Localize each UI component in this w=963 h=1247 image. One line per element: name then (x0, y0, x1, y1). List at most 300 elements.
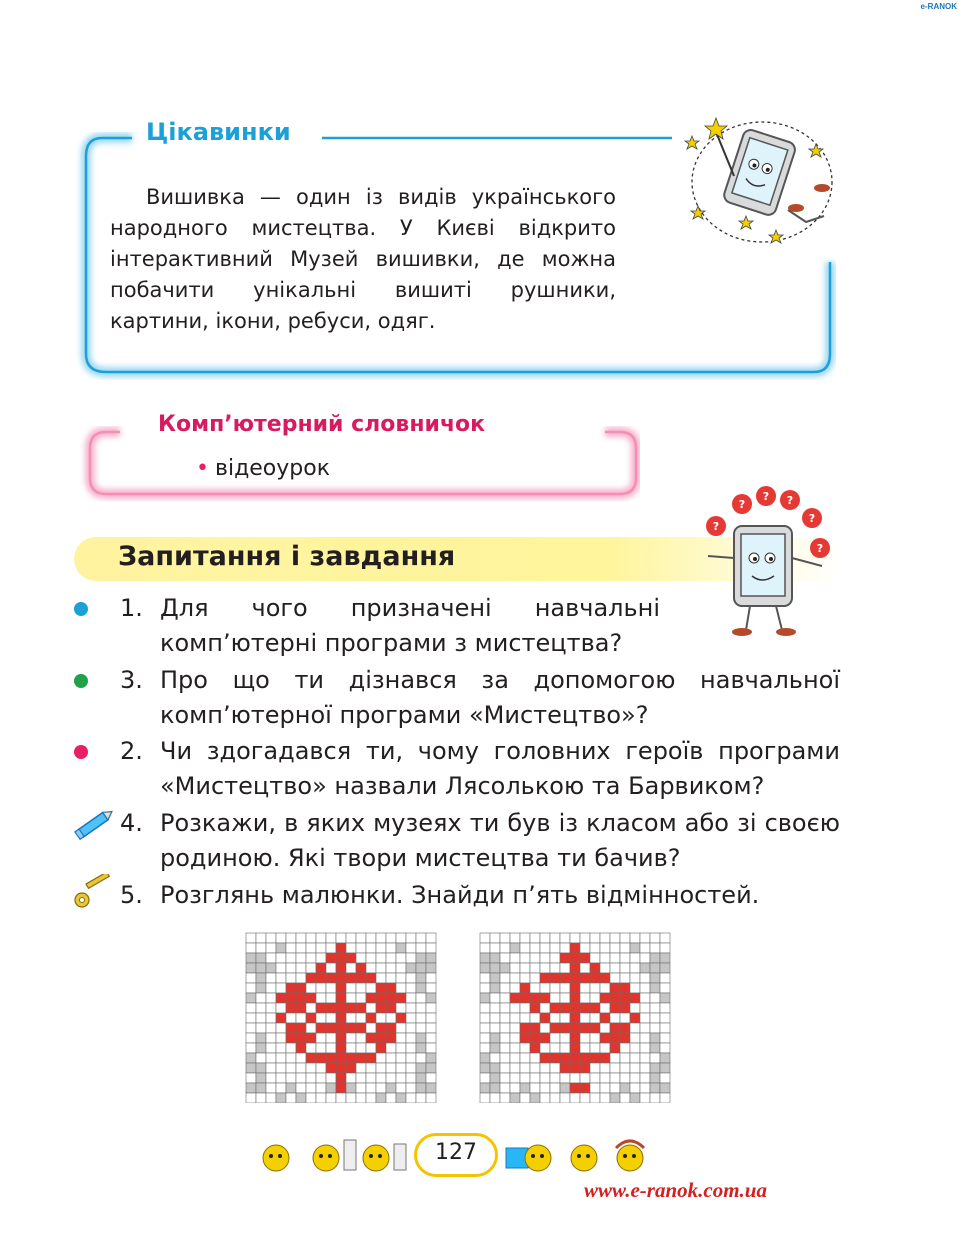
empty-cell (630, 1003, 640, 1013)
red-stitch (336, 953, 346, 963)
empty-cell (600, 983, 610, 993)
empty-cell (630, 1023, 640, 1033)
empty-cell (346, 943, 356, 953)
empty-cell (296, 1073, 306, 1083)
pencil-icon (72, 806, 118, 842)
empty-cell (480, 1003, 490, 1013)
empty-cell (276, 983, 286, 993)
empty-cell (640, 1023, 650, 1033)
red-stitch (570, 1043, 580, 1053)
red-stitch (316, 963, 326, 973)
red-stitch (276, 1013, 286, 1023)
empty-cell (296, 973, 306, 983)
gray-stitch (480, 963, 490, 973)
red-stitch (336, 1083, 346, 1093)
red-stitch (306, 1053, 316, 1063)
red-stitch (570, 973, 580, 983)
red-stitch (560, 973, 570, 983)
red-stitch (296, 1003, 306, 1013)
red-stitch (570, 993, 580, 1003)
empty-cell (386, 933, 396, 943)
gray-stitch (346, 1083, 356, 1093)
gray-stitch (416, 973, 426, 983)
red-stitch (336, 963, 346, 973)
gray-stitch (416, 1043, 426, 1053)
empty-cell (356, 993, 366, 1003)
empty-cell (630, 1063, 640, 1073)
empty-cell (286, 1013, 296, 1023)
empty-cell (510, 973, 520, 983)
empty-cell (550, 1073, 560, 1083)
red-stitch (316, 1003, 326, 1013)
red-stitch (580, 1083, 590, 1093)
gray-stitch (426, 1053, 436, 1063)
red-stitch (356, 973, 366, 983)
red-stitch (366, 993, 376, 1003)
empty-cell (610, 973, 620, 983)
empty-cell (520, 1003, 530, 1013)
empty-cell (306, 1003, 316, 1013)
empty-cell (610, 1073, 620, 1083)
red-stitch (570, 1023, 580, 1033)
empty-cell (306, 1073, 316, 1083)
empty-cell (326, 1073, 336, 1083)
empty-cell (366, 1083, 376, 1093)
empty-cell (530, 1083, 540, 1093)
dictionary-frame (80, 426, 640, 502)
gray-stitch (256, 983, 266, 993)
red-stitch (316, 1053, 326, 1063)
red-stitch (366, 1013, 376, 1023)
red-stitch (296, 993, 306, 1003)
empty-cell (540, 953, 550, 963)
red-stitch (296, 1043, 306, 1053)
task-4 (120, 806, 840, 876)
svg-text:?: ? (786, 494, 794, 507)
empty-cell (266, 993, 276, 1003)
pink-dot-icon (74, 745, 88, 759)
empty-cell (306, 963, 316, 973)
red-stitch (286, 1023, 296, 1033)
empty-cell (520, 1013, 530, 1023)
gray-stitch (480, 993, 490, 1003)
empty-cell (396, 1033, 406, 1043)
empty-cell (246, 973, 256, 983)
empty-cell (276, 1073, 286, 1083)
svg-text:?: ? (816, 542, 824, 555)
red-stitch (590, 1003, 600, 1013)
empty-cell (490, 993, 500, 1003)
task-1 (120, 591, 660, 661)
empty-cell (620, 1013, 630, 1023)
empty-cell (386, 1043, 396, 1053)
empty-cell (530, 1063, 540, 1073)
empty-cell (406, 1053, 416, 1063)
task-text: Для чого призначені навчальні комп’ютерні програми з мистецтва? (160, 594, 660, 657)
red-stitch (590, 963, 600, 973)
empty-cell (490, 1013, 500, 1023)
empty-cell (650, 1053, 660, 1063)
tablet-juggler-illustration (690, 486, 840, 638)
empty-cell (366, 1063, 376, 1073)
empty-cell (276, 1023, 286, 1033)
empty-cell (650, 993, 660, 1003)
empty-cell (246, 933, 256, 943)
empty-cell (610, 933, 620, 943)
empty-cell (520, 933, 530, 943)
empty-cell (520, 1073, 530, 1083)
red-stitch (580, 1003, 590, 1013)
red-stitch (520, 1023, 530, 1033)
gray-stitch (530, 1093, 540, 1103)
empty-cell (490, 1023, 500, 1033)
red-stitch (376, 1033, 386, 1043)
empty-cell (396, 1063, 406, 1073)
empty-cell (426, 1093, 436, 1103)
red-stitch (306, 1013, 316, 1023)
gray-stitch (286, 1083, 296, 1093)
empty-cell (366, 983, 376, 993)
empty-cell (346, 1033, 356, 1043)
empty-cell (416, 1003, 426, 1013)
empty-cell (316, 953, 326, 963)
gray-stitch (510, 1093, 520, 1103)
red-stitch (286, 983, 296, 993)
empty-cell (426, 943, 436, 953)
empty-cell (520, 1093, 530, 1103)
empty-cell (416, 1023, 426, 1033)
empty-cell (386, 1093, 396, 1103)
empty-cell (406, 1023, 416, 1033)
empty-cell (276, 1033, 286, 1043)
empty-cell (630, 1053, 640, 1063)
empty-cell (510, 1083, 520, 1093)
empty-cell (500, 933, 510, 943)
empty-cell (366, 1093, 376, 1103)
empty-cell (246, 1033, 256, 1043)
empty-cell (386, 1013, 396, 1023)
gray-stitch (500, 963, 510, 973)
empty-cell (256, 1013, 266, 1023)
empty-cell (530, 933, 540, 943)
empty-cell (580, 1073, 590, 1083)
empty-cell (256, 993, 266, 1003)
empty-cell (316, 993, 326, 1003)
empty-cell (266, 1053, 276, 1063)
red-stitch (376, 1003, 386, 1013)
gray-stitch (416, 1063, 426, 1073)
empty-cell (600, 1043, 610, 1053)
gray-stitch (510, 943, 520, 953)
red-stitch (346, 973, 356, 983)
dictionary-term (196, 456, 330, 481)
empty-cell (590, 1033, 600, 1043)
empty-cell (286, 1043, 296, 1053)
empty-cell (540, 1093, 550, 1103)
empty-cell (406, 1013, 416, 1023)
empty-cell (620, 1053, 630, 1063)
empty-cell (416, 993, 426, 1003)
red-stitch (620, 1033, 630, 1043)
gray-stitch (480, 953, 490, 963)
red-stitch (316, 1023, 326, 1033)
dictionary-title: Комп’ютерний словничок (146, 412, 497, 437)
empty-cell (266, 943, 276, 953)
empty-cell (286, 953, 296, 963)
red-stitch (610, 1043, 620, 1053)
red-stitch (600, 993, 610, 1003)
empty-cell (600, 1003, 610, 1013)
empty-cell (406, 993, 416, 1003)
empty-cell (610, 1063, 620, 1073)
empty-cell (530, 973, 540, 983)
empty-cell (620, 1043, 630, 1053)
empty-cell (600, 1083, 610, 1093)
red-stitch (620, 1023, 630, 1033)
gray-stitch (276, 1093, 286, 1103)
empty-cell (610, 963, 620, 973)
empty-cell (560, 933, 570, 943)
red-stitch (346, 1053, 356, 1063)
empty-cell (356, 933, 366, 943)
empty-cell (356, 983, 366, 993)
empty-cell (306, 983, 316, 993)
empty-cell (396, 953, 406, 963)
empty-cell (326, 993, 336, 1003)
empty-cell (266, 1073, 276, 1083)
empty-cell (660, 1013, 670, 1023)
questions-title: Запитання і завдання (118, 541, 456, 572)
empty-cell (510, 933, 520, 943)
red-stitch (610, 1033, 620, 1043)
empty-cell (540, 1023, 550, 1033)
facts-paragraph: Вишивка — один із видів українського народного мистецтва. У Києві відкрито інтерактивний Музей вишивки, де можна побачити унікальні вишиті рушники, картини, ікони, ребуси, одяг. (110, 185, 616, 333)
empty-cell (326, 1013, 336, 1023)
empty-cell (570, 1073, 580, 1083)
empty-cell (246, 983, 256, 993)
empty-cell (480, 1093, 490, 1103)
gray-stitch (396, 1093, 406, 1103)
empty-cell (500, 1013, 510, 1023)
empty-cell (610, 953, 620, 963)
gray-stitch (406, 963, 416, 973)
empty-cell (346, 1073, 356, 1083)
gray-stitch (650, 1073, 660, 1083)
red-stitch (336, 983, 346, 993)
empty-cell (580, 943, 590, 953)
empty-cell (530, 943, 540, 953)
empty-cell (630, 1083, 640, 1093)
red-stitch (600, 1033, 610, 1043)
empty-cell (426, 1023, 436, 1033)
red-stitch (530, 1043, 540, 1053)
gray-stitch (266, 963, 276, 973)
empty-cell (560, 1093, 570, 1103)
task-text: Чи здогадався ти, чому головних героїв програми «Мистецтво» назвали Лясолькою та Барвиком? (160, 737, 840, 800)
empty-cell (296, 1053, 306, 1063)
red-stitch (376, 1023, 386, 1033)
empty-cell (426, 933, 436, 943)
empty-cell (530, 1053, 540, 1063)
empty-cell (246, 1003, 256, 1013)
gray-stitch (660, 1083, 670, 1093)
empty-cell (406, 1093, 416, 1103)
empty-cell (640, 1003, 650, 1013)
empty-cell (510, 1003, 520, 1013)
gray-stitch (256, 953, 266, 963)
red-stitch (326, 973, 336, 983)
gray-stitch (650, 1083, 660, 1093)
empty-cell (610, 1083, 620, 1093)
empty-cell (660, 983, 670, 993)
gray-stitch (256, 973, 266, 983)
empty-cell (480, 943, 490, 953)
empty-cell (660, 1093, 670, 1103)
empty-cell (426, 1013, 436, 1023)
empty-cell (630, 953, 640, 963)
red-stitch (550, 973, 560, 983)
empty-cell (376, 933, 386, 943)
gray-stitch (490, 1033, 500, 1043)
gray-stitch (256, 963, 266, 973)
red-stitch (540, 973, 550, 983)
empty-cell (580, 1033, 590, 1043)
facts-title: Цікавинки (146, 118, 305, 146)
red-stitch (590, 1023, 600, 1033)
empty-cell (640, 1093, 650, 1103)
empty-cell (560, 1013, 570, 1023)
empty-cell (286, 1063, 296, 1073)
gray-stitch (256, 1033, 266, 1043)
gray-stitch (630, 1093, 640, 1103)
task-text: Про що ти дізнався за допомогою навчальної комп’ютерної програми «Мистецтво»? (160, 666, 840, 729)
red-stitch (560, 953, 570, 963)
empty-cell (600, 1073, 610, 1083)
empty-cell (416, 1013, 426, 1023)
empty-cell (640, 953, 650, 963)
empty-cell (406, 943, 416, 953)
red-stitch (376, 993, 386, 1003)
gray-stitch (256, 1043, 266, 1053)
red-stitch (306, 1033, 316, 1043)
empty-cell (316, 943, 326, 953)
red-stitch (560, 1003, 570, 1013)
empty-cell (326, 933, 336, 943)
empty-cell (500, 983, 510, 993)
empty-cell (660, 1033, 670, 1043)
empty-cell (386, 1073, 396, 1083)
gray-stitch (246, 953, 256, 963)
empty-cell (520, 1063, 530, 1073)
red-stitch (570, 1003, 580, 1013)
red-stitch (336, 1013, 346, 1023)
empty-cell (396, 973, 406, 983)
gray-stitch (630, 943, 640, 953)
gray-stitch (490, 963, 500, 973)
empty-cell (590, 1083, 600, 1093)
empty-cell (316, 1093, 326, 1103)
gray-stitch (416, 1073, 426, 1083)
empty-cell (620, 933, 630, 943)
empty-cell (426, 1003, 436, 1013)
empty-cell (276, 1053, 286, 1063)
empty-cell (356, 1083, 366, 1093)
empty-cell (396, 1053, 406, 1063)
empty-cell (640, 1083, 650, 1093)
empty-cell (500, 1033, 510, 1043)
gray-stitch (426, 953, 436, 963)
task-text: Розглянь малюнки. Знайди п’ять відмінностей. (160, 881, 760, 909)
empty-cell (406, 1033, 416, 1043)
empty-cell (296, 963, 306, 973)
gray-stitch (386, 1083, 396, 1093)
empty-cell (630, 1033, 640, 1043)
empty-cell (296, 1083, 306, 1093)
empty-cell (406, 1063, 416, 1073)
red-stitch (530, 1023, 540, 1033)
empty-cell (376, 943, 386, 953)
empty-cell (530, 1073, 540, 1083)
task-5 (120, 878, 840, 913)
red-stitch (286, 1003, 296, 1013)
red-stitch (386, 1023, 396, 1033)
gray-stitch (490, 983, 500, 993)
red-stitch (386, 1033, 396, 1043)
red-stitch (530, 1003, 540, 1013)
empty-cell (426, 973, 436, 983)
gray-stitch (396, 943, 406, 953)
empty-cell (600, 953, 610, 963)
empty-cell (630, 973, 640, 983)
red-stitch (346, 1023, 356, 1033)
empty-cell (480, 1033, 490, 1043)
red-stitch (530, 1033, 540, 1043)
empty-cell (640, 993, 650, 1003)
empty-cell (550, 1093, 560, 1103)
empty-cell (590, 1073, 600, 1083)
empty-cell (426, 1043, 436, 1053)
empty-cell (520, 943, 530, 953)
empty-cell (600, 1023, 610, 1033)
gray-stitch (480, 1063, 490, 1073)
gray-stitch (480, 1053, 490, 1063)
gray-stitch (256, 1063, 266, 1073)
red-stitch (610, 983, 620, 993)
empty-cell (426, 1073, 436, 1083)
empty-cell (540, 943, 550, 953)
empty-cell (396, 983, 406, 993)
gray-stitch (416, 953, 426, 963)
gray-stitch (490, 973, 500, 983)
empty-cell (276, 1043, 286, 1053)
empty-cell (540, 1003, 550, 1013)
empty-cell (510, 1033, 520, 1043)
empty-cell (346, 933, 356, 943)
empty-cell (306, 1093, 316, 1103)
gray-stitch (610, 1093, 620, 1103)
empty-cell (346, 983, 356, 993)
red-stitch (520, 993, 530, 1003)
empty-cell (520, 1053, 530, 1063)
red-stitch (580, 953, 590, 963)
empty-cell (326, 1043, 336, 1053)
empty-cell (650, 943, 660, 953)
empty-cell (570, 1093, 580, 1103)
gray-stitch (650, 1033, 660, 1043)
red-stitch (580, 1063, 590, 1073)
empty-cell (510, 963, 520, 973)
red-stitch (276, 993, 286, 1003)
